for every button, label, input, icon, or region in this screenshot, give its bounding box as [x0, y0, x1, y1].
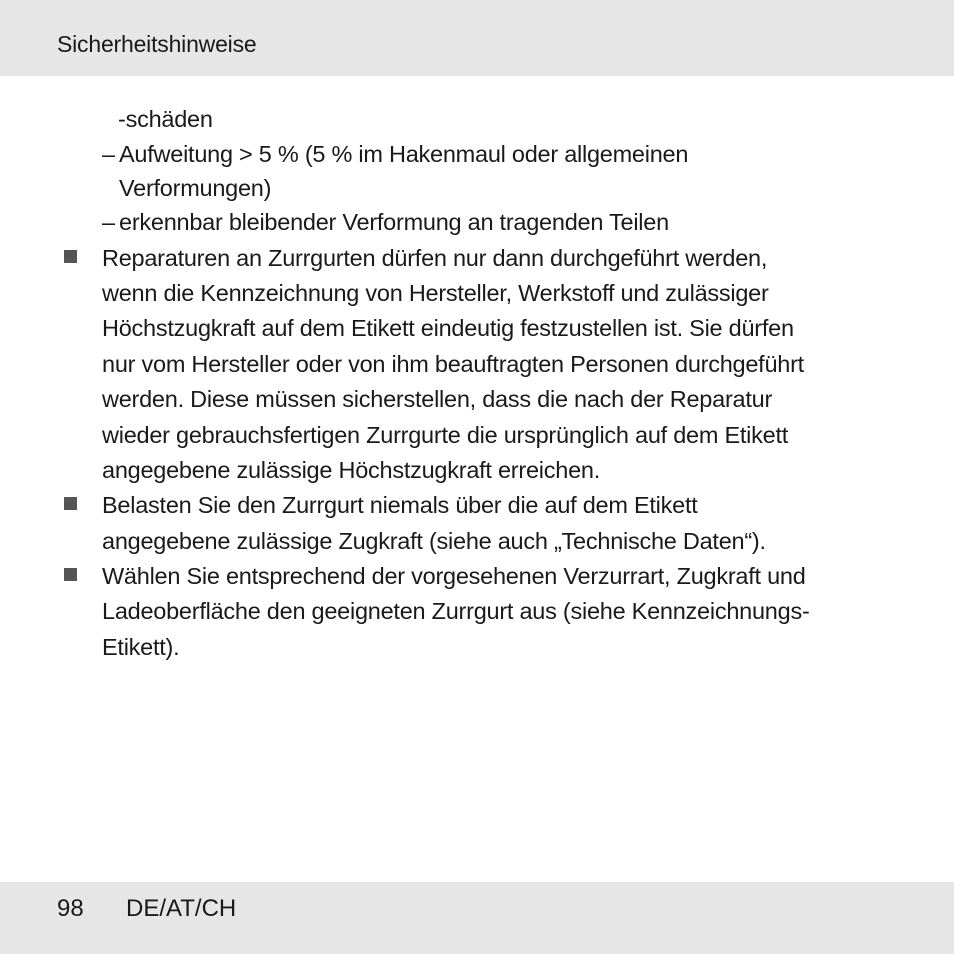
bullet-line: Wählen Sie entsprechend der vorgesehenen Verzurrart, Zugkraft und — [102, 563, 806, 589]
square-bullet-icon — [64, 250, 77, 263]
bullet-line: werden. Diese müssen sicherstellen, dass die nach der Reparatur — [102, 386, 773, 412]
bullet-line: Höchstzugkraft auf dem Etikett eindeutig festzustellen ist. Sie dürfen — [102, 315, 794, 341]
square-bullet-icon — [64, 497, 77, 510]
dash-item-line: erkennbar bleibender Verformung an tragenden Teilen — [119, 209, 669, 235]
bullet-line: Belasten Sie den Zurrgurt niemals über die auf dem Etikett — [102, 492, 698, 518]
bullet-line: Ladeoberfläche den geeigneten Zurrgurt aus (siehe Kennzeichnungs- — [102, 598, 810, 624]
bullet-line: angegebene zulässige Zugkraft (siehe auch „Technische Daten“). — [102, 528, 766, 554]
page-number: 98 — [57, 895, 84, 922]
bullet-line: angegebene zulässige Höchstzugkraft erreichen. — [102, 457, 600, 483]
bullet-line: Reparaturen an Zurrgurten dürfen nur dann durchgeführt werden, — [102, 245, 768, 271]
bullet-line: wieder gebrauchsfertigen Zurrgurte die ursprünglich auf dem Etikett — [102, 422, 789, 448]
bullet-line: Etikett). — [102, 634, 180, 660]
section-title: Sicherheitshinweise — [57, 31, 257, 57]
region-label: DE/AT/CH — [126, 895, 237, 922]
dash-item-line: Aufweitung > 5 % (5 % im Hakenmaul oder allgemeinen — [119, 141, 689, 167]
continuation-text: -schäden — [118, 106, 213, 132]
bullet-line: nur vom Hersteller oder von ihm beauftragten Personen durchgeführt — [102, 351, 804, 377]
dash-item-line: Verformungen) — [119, 175, 272, 201]
square-bullet-icon — [64, 568, 77, 581]
bullet-line: wenn die Kennzeichnung von Hersteller, Werkstoff und zulässiger — [102, 280, 769, 306]
dash-marker: – — [102, 209, 116, 235]
dash-marker: – — [102, 141, 116, 167]
